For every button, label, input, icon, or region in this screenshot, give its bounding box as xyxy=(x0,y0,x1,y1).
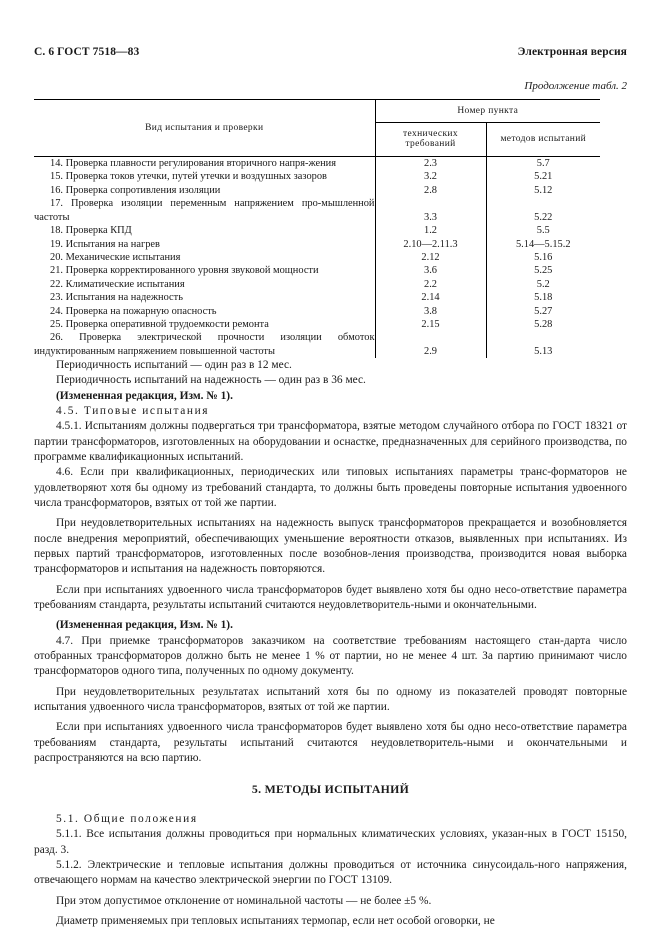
cell-test-kind: 15. Проверка токов утечки, путей утечки и воздушных зазоров xyxy=(50,171,327,183)
col-header-kind: Вид испытания и проверки xyxy=(34,100,375,157)
cell-tech-clause: 2.14 xyxy=(375,291,486,304)
cell-tech-clause: 3.8 xyxy=(375,305,486,318)
paragraph-thermocouple-diameter: Диаметр применяемых при тепловых испытаниях термопар, если нет особой оговорки, не xyxy=(56,915,495,928)
cell-method-clause: 5.14—5.15.2 xyxy=(486,238,600,251)
table-row xyxy=(34,264,600,277)
col-header-group: Номер пункта xyxy=(375,100,600,123)
cell-tech-clause: 2.8 xyxy=(375,184,486,197)
cell-test-kind: 24. Проверка на пожарную опасность xyxy=(50,305,217,317)
tests-table-wrapper xyxy=(34,99,600,358)
heading-5-1-general: 5.1. Общие положения xyxy=(56,813,198,826)
cell-tech-clause: 2.15 xyxy=(375,318,486,331)
col-header-tech: технических требований xyxy=(375,122,486,156)
cell-tech-clause: 3.2 xyxy=(375,170,486,183)
cell-method-clause: 5.22 xyxy=(486,197,600,224)
tests-table-body xyxy=(34,157,600,359)
table-row xyxy=(34,197,600,224)
cell-tech-clause: 2.2 xyxy=(375,278,486,291)
cell-method-clause: 5.12 xyxy=(486,184,600,197)
document-body xyxy=(34,358,627,929)
table-row xyxy=(34,224,600,237)
paragraph-4-5-1: 4.5.1. Испытаниям должны подвергаться три трансформатора, взятые методом случайного отбора по ГОСТ 18321 от партии трансформаторов, изготовленных на оборудовании и оснастке, предназначенных для серийного производства, по программе квалификационных испытаний. xyxy=(34,420,627,463)
table-row xyxy=(34,238,600,251)
paragraph-double-sample-2: Если при испытаниях удвоенного числа трансформаторов будет выявлено хотя бы одно несо-ответствие параметра требованиям стандарта, результаты испытаний считаются неудовлетворитель-ными и окончательными и распространяются на всю партию. xyxy=(34,721,627,764)
cell-test-kind: 23. Испытания на надежность xyxy=(50,292,183,304)
table-row xyxy=(34,251,600,264)
cell-test-kind: 22. Климатические испытания xyxy=(50,278,185,290)
table-row xyxy=(34,331,600,358)
cell-test-kind: 20. Механические испытания xyxy=(50,251,181,263)
table-row xyxy=(34,278,600,291)
cell-test-kind: 19. Испытания на нагрев xyxy=(50,238,160,250)
cell-method-clause: 5.28 xyxy=(486,318,600,331)
cell-test-kind: 17. Проверка изоляции переменным напряжением про-мышленной частоты xyxy=(34,198,375,223)
paragraph-frequency-deviation: При этом допустимое отклонение от номинальной частоты — не более ±5 %. xyxy=(56,894,432,907)
tests-table xyxy=(34,99,600,358)
cell-test-kind: 18. Проверка КПД xyxy=(50,225,132,237)
tests-table-head xyxy=(34,100,600,157)
table-row xyxy=(34,184,600,197)
cell-tech-clause: 3.3 xyxy=(375,197,486,224)
paragraph-5-1-2: 5.1.2. Электрические и тепловые испытания должны проводиться от источника синусоидаль-ного напряжения, отвечающего нормам на качество электрической энергии по ГОСТ 13109. xyxy=(34,859,627,887)
cell-tech-clause: 2.10—2.11.3 xyxy=(375,238,486,251)
paragraph-double-sample-1: Если при испытаниях удвоенного числа трансформаторов будет выявлено хотя бы одно несо-ответствие параметра требованиям стандарта, результаты испытаний считаются неудовлетворитель-ными и окончательными. xyxy=(34,583,627,611)
paragraph-5-1-1: 5.1.1. Все испытания должны проводиться при нормальных климатических условиях, указан-ных в ГОСТ 15150, разд. 3. xyxy=(34,828,627,856)
heading-4-5-typical-tests: 4.5. Типовые испытания xyxy=(56,404,210,417)
running-head xyxy=(0,46,661,64)
cell-method-clause: 5.25 xyxy=(486,264,600,277)
page-standard-label: С. 6 ГОСТ 7518—83 xyxy=(34,46,140,58)
paragraph-4-7: 4.7. При приемке трансформаторов заказчиком на соответствие требованиям настоящего стан-дарта число отобранных трансформаторов должно быть не менее 1 % от партии, но не менее 4 шт. За партию принимают число трансформаторов одного типа, полученных по одному документу. xyxy=(34,634,627,678)
cell-method-clause: 5.21 xyxy=(486,170,600,183)
table-row xyxy=(34,305,600,318)
cell-test-kind: 14. Проверка плавности регулирования вторичного напря-жения xyxy=(50,158,337,169)
col-header-methods: методов испытаний xyxy=(486,122,600,156)
cell-tech-clause: 2.3 xyxy=(375,157,486,171)
cell-method-clause: 5.18 xyxy=(486,291,600,304)
cell-tech-clause: 2.9 xyxy=(375,331,486,358)
cell-method-clause: 5.5 xyxy=(486,224,600,237)
paragraph-reliability-periodicity: Периодичность испытаний на надежность — один раз в 36 мес. xyxy=(56,374,366,387)
cell-tech-clause: 2.12 xyxy=(375,251,486,264)
cell-method-clause: 5.7 xyxy=(486,157,600,171)
electronic-version-label: Электронная версия xyxy=(517,46,627,58)
table-row xyxy=(34,157,600,171)
cell-test-kind: 21. Проверка корректированного уровня звуковой мощности xyxy=(50,265,319,277)
cell-method-clause: 5.2 xyxy=(486,278,600,291)
cell-method-clause: 5.13 xyxy=(486,331,600,358)
cell-method-clause: 5.16 xyxy=(486,251,600,264)
cell-test-kind: 26. Проверка электрической прочности изоляции обмоток индуктированным напряжением повышенной частоты xyxy=(34,332,375,357)
table-row xyxy=(34,318,600,331)
cell-tech-clause: 3.6 xyxy=(375,264,486,277)
cell-method-clause: 5.27 xyxy=(486,305,600,318)
table-row xyxy=(34,291,600,304)
cell-test-kind: 25. Проверка оперативной трудоемкости ремонта xyxy=(50,319,269,331)
paragraph-reliability-failure: При неудовлетворительных испытаниях на надежность выпуск трансформаторов прекращается и возобновляется после внедрения мероприятий, обеспечивающих уменьшение вероятности отказов, выявленных при испытаниях. Из первых партий трансформаторов, изготовленных после возобнов-ления производства, производится новая выборка трансформаторов и испытания на надежность повторяются. xyxy=(34,517,627,576)
table-continuation-label: Продолжение табл. 2 xyxy=(524,80,627,92)
cell-tech-clause: 1.2 xyxy=(375,224,486,237)
section-title-5: 5. МЕТОДЫ ИСПЫТАНИЙ xyxy=(251,782,410,797)
paragraph-amended-edition-2: (Измененная редакция, Изм. № 1). xyxy=(56,619,233,632)
paragraph-periodicity: Периодичность испытаний — один раз в 12 мес. xyxy=(56,359,292,371)
cell-test-kind: 16. Проверка сопротивления изоляции xyxy=(50,184,221,196)
paragraph-repeat-tests: При неудовлетворительных результатах испытаний хотя бы по одному из показателей проводят повторные испытания удвоенного числа трансформаторов, взятых от той же партии. xyxy=(34,685,627,713)
paragraph-4-6: 4.6. Если при квалификационных, периодических или типовых испытаниях параметры транс-форматоров не удовлетворяют хотя бы одному из требований стандарта, то должны быть проведены повторные испытания удвоенного числа трансформаторов, взятых от той же партии. xyxy=(34,466,627,509)
paragraph-amended-edition-1: (Измененная редакция, Изм. № 1). xyxy=(56,389,233,402)
table-row xyxy=(34,170,600,183)
